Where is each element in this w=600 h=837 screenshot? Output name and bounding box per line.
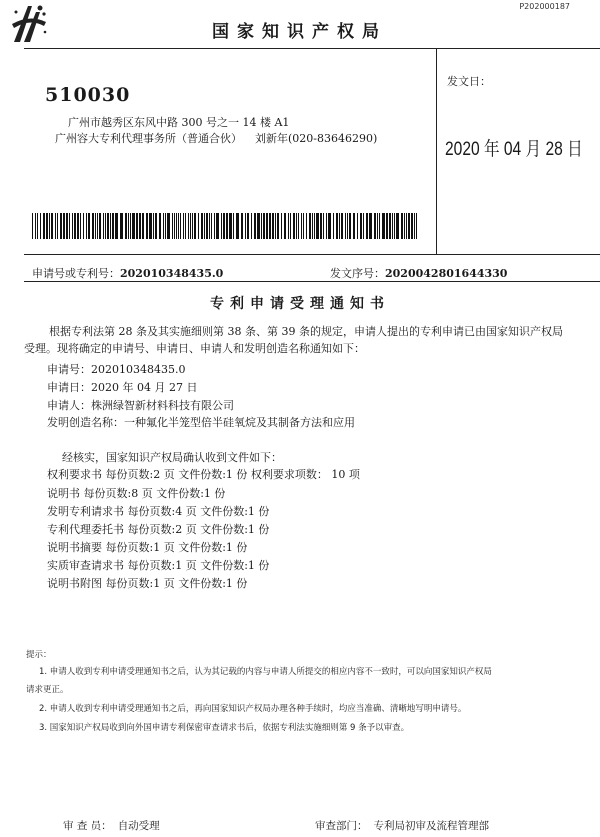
address-block-divider <box>436 48 437 254</box>
notice-title: 专利申请受理通知书 <box>210 296 390 312</box>
tip-item: 3. 国家知识产权局收到向外国申请专利保密审查请求书后，依据专利法实施细则第 9 条予以审查。 <box>39 723 410 733</box>
examiner: 自动受理 <box>117 820 160 832</box>
document-item: 专利代理委托书 每份页数:2 页 文件份数:1 份 <box>47 523 270 536</box>
examiner-label: 审 查 员： <box>63 820 112 832</box>
document-item: 说明书附图 每份页数:1 页 文件份数:1 份 <box>47 577 248 590</box>
info-application-number: 申请号：202010348435.0 <box>47 363 186 376</box>
postcode: 510030 <box>45 84 131 106</box>
application-number-row <box>32 262 223 281</box>
tip-item: 请求更正。 <box>26 685 69 695</box>
agency-name: 广州容大专利代理事务所（普通合伙） <box>55 132 242 145</box>
ids-divider <box>24 281 600 282</box>
verified-intro: 经核实，国家知识产权局确认收到文件如下： <box>62 451 282 464</box>
info-application-date: 申请日：2020 年 04 月 27 日 <box>47 381 198 394</box>
document-item: 说明书摘要 每份页数:1 页 文件份数:1 份 <box>47 541 248 554</box>
serial-number: 2020042801644330 <box>385 267 508 280</box>
info-applicant: 申请人：株洲绿智新材料科技有限公司 <box>47 399 234 412</box>
serial-number-label: 发文序号： <box>330 267 385 280</box>
department-row <box>315 818 489 833</box>
issue-date-label: 发文日： <box>447 75 491 88</box>
document-item: 实质审查请求书 每份页数:1 页 文件份数:1 份 <box>47 559 270 572</box>
office-title: 国家知识产权局 <box>212 22 387 42</box>
header-divider <box>24 48 600 49</box>
document-item: 发明专利请求书 每份页数:4 页 文件份数:1 份 <box>47 505 270 518</box>
intro-line-1: 根据专利法第 28 条及其实施细则第 38 条、第 39 条的规定，申请人提出的专利申请已由国家知识产权局 <box>49 325 563 338</box>
serial-number-row <box>330 262 507 281</box>
cnipa-logo-icon <box>10 2 48 46</box>
recipient-address: 广州市越秀区东风中路 300 号之一 14 楼 A1 <box>68 116 290 129</box>
agent-contact: 刘新年(020-83646290) <box>255 132 378 145</box>
department-label: 审查部门： <box>315 820 368 832</box>
tip-item: 2. 申请人收到专利申请受理通知书之后，再向国家知识产权局办理各种手续时，均应当准确、清晰地写明申请号。 <box>39 704 467 714</box>
department: 专利局初审及流程管理部 <box>373 820 489 832</box>
tip-item: 1. 申请人收到专利申请受理通知书之后，认为其记载的内容与申请人所提交的相应内容不一致时，可以向国家知识产权局 <box>39 667 492 677</box>
tips-title: 提示： <box>26 650 52 660</box>
document-item: 说明书 每份页数:8 页 文件份数:1 份 <box>47 487 226 500</box>
address-bottom-divider <box>24 254 600 255</box>
info-invention-title: 发明创造名称：一种氟化半笼型倍半硅氧烷及其制备方法和应用 <box>47 416 355 429</box>
intro-line-2: 受理。现将确定的申请号、申请日、申请人和发明创造名称通知如下： <box>24 342 365 355</box>
barcode <box>32 213 418 239</box>
issue-date: 2020 年 04 月 28 日 <box>445 139 583 160</box>
document-item: 权利要求书 每份页数:2 页 文件份数:1 份 权利要求项数： 10 项 <box>47 468 360 481</box>
application-number-label: 申请号或专利号： <box>32 267 120 280</box>
document-code: P202000187 <box>519 2 570 11</box>
application-number: 202010348435.0 <box>120 267 224 280</box>
recipient-line <box>55 130 377 146</box>
examiner-row <box>63 818 160 833</box>
